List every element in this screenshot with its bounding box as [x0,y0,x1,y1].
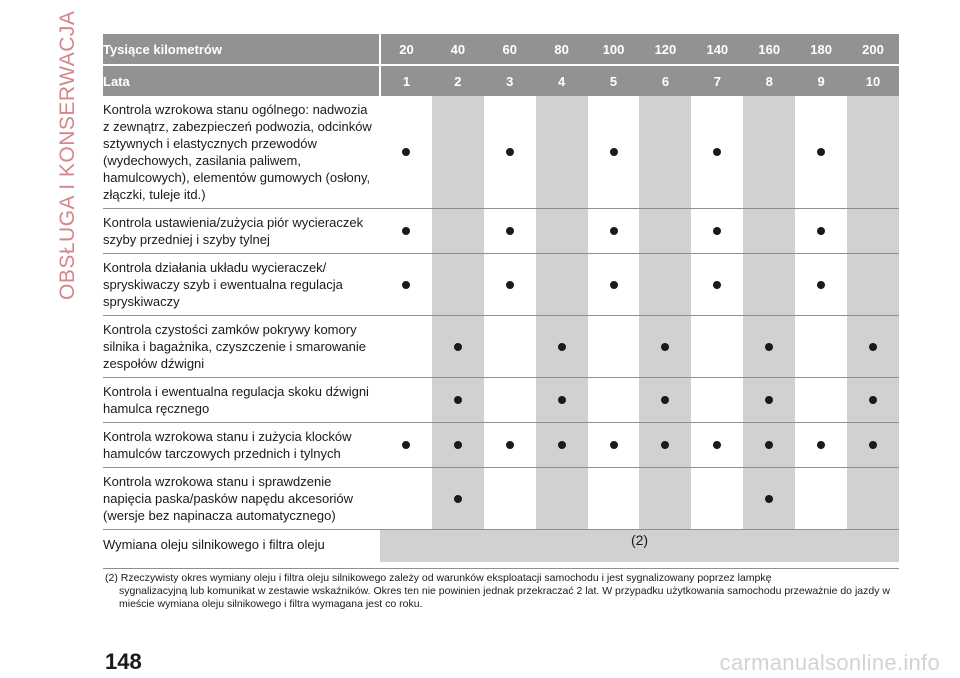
footnote-continuation: sygnalizacyjną lub komunikat w zestawie wskaźników. Okres ten nie powinien jednak przekraczać 2 lat. W przypadku użytkowania samochodu przeważnie do jazdy w mieście wymiana oleju silnikowego i filtra wymagana jest co roku. [119,585,890,610]
header-label-kilometers: Tysiące kilometrów [103,34,380,65]
check-cell [691,378,743,423]
check-dot-icon [610,281,618,289]
check-cell [588,316,640,378]
check-cell [588,209,640,254]
header-year-3: 3 [484,65,536,96]
check-cell [743,96,795,209]
header-km-20: 20 [380,34,432,65]
check-cell [795,96,847,209]
check-cell [847,316,899,378]
header-km-180: 180 [795,34,847,65]
check-dot-icon [402,148,410,156]
check-dot-icon [506,441,514,449]
check-dot-icon [402,227,410,235]
header-km-80: 80 [536,34,588,65]
row-description: Kontrola czystości zamków pokrywy komory silnika i bagażnika, czyszczenie i smarowanie zespołów dźwigni [103,316,380,378]
header-row-years [103,65,899,96]
check-cell [691,96,743,209]
table-row [103,316,899,378]
row-description: Wymiana oleju silnikowego i filtra oleju [103,537,325,552]
check-cell [847,468,899,530]
check-cell [691,468,743,530]
check-cell [795,378,847,423]
check-cell [743,209,795,254]
check-cell [380,378,432,423]
table-row [103,423,899,468]
header-year-10: 10 [847,65,899,96]
row-description: Kontrola ustawienia/zużycia piór wycieraczek szyby przedniej i szyby tylnej [103,209,380,254]
check-dot-icon [454,396,462,404]
section-title-vertical: OBSŁUGA I KONSERWACJA [56,10,79,300]
check-cell [432,423,484,468]
check-dot-icon [454,343,462,351]
check-dot-icon [610,148,618,156]
check-cell [795,254,847,316]
check-cell [847,96,899,209]
check-cell [432,316,484,378]
oil-change-note-ref: (2) [380,530,899,563]
check-cell [847,209,899,254]
header-year-4: 4 [536,65,588,96]
table-row [103,96,899,209]
table-row-oil-change [103,530,899,563]
check-cell [484,468,536,530]
check-dot-icon [765,343,773,351]
table-row [103,468,899,530]
header-km-200: 200 [847,34,899,65]
header-year-2: 2 [432,65,484,96]
check-dot-icon [661,441,669,449]
check-cell [847,254,899,316]
row-description: Kontrola działania układu wycieraczek/ spryskiwaczy szyb i ewentualna regulacja spryskiwaczy [103,254,380,316]
check-dot-icon [506,227,514,235]
check-cell [536,423,588,468]
header-km-40: 40 [432,34,484,65]
check-dot-icon [610,227,618,235]
check-cell [639,254,691,316]
check-cell [639,468,691,530]
check-cell [795,209,847,254]
check-cell [484,316,536,378]
check-cell [588,468,640,530]
check-dot-icon [558,343,566,351]
row-description: Kontrola wzrokowa stanu i sprawdzenie napięcia paska/pasków napędu akcesoriów (wersje bez napinacza automatycznego) [103,468,380,530]
check-dot-icon [506,148,514,156]
check-dot-icon [765,396,773,404]
check-dot-icon [454,441,462,449]
table-row [103,378,899,423]
check-dot-icon [869,441,877,449]
check-cell [691,254,743,316]
table-row [103,254,899,316]
check-cell [432,96,484,209]
check-dot-icon [402,441,410,449]
check-dot-icon [558,396,566,404]
check-cell [588,96,640,209]
check-cell [743,423,795,468]
header-year-6: 6 [639,65,691,96]
check-cell [639,423,691,468]
check-cell [639,96,691,209]
check-cell [639,378,691,423]
check-cell [484,378,536,423]
check-cell [432,209,484,254]
header-km-100: 100 [588,34,640,65]
header-km-140: 140 [691,34,743,65]
page-number: 148 [105,649,142,674]
check-cell [691,423,743,468]
maintenance-schedule-table [103,34,899,562]
check-cell [484,209,536,254]
check-cell [536,468,588,530]
header-year-7: 7 [691,65,743,96]
check-dot-icon [817,227,825,235]
check-cell [380,468,432,530]
check-cell [536,378,588,423]
check-cell [484,96,536,209]
header-label-years: Lata [103,65,380,96]
table-row [103,209,899,254]
check-cell [743,316,795,378]
check-dot-icon [817,441,825,449]
check-cell [380,254,432,316]
check-cell [432,378,484,423]
check-dot-icon [454,495,462,503]
check-cell [484,254,536,316]
check-dot-icon [765,495,773,503]
row-description: Kontrola wzrokowa stanu ogólnego: nadwozia z zewnątrz, zabezpieczeń podwozia, odcinków sztywnych i elastycznych przewodów (wydechowych, zasilania paliwem, hamulcowych), elementów gumowych (osłony, złączki, tuleje itd.) [103,96,380,209]
check-dot-icon [661,396,669,404]
check-cell [588,378,640,423]
check-dot-icon [558,441,566,449]
check-cell [432,468,484,530]
check-cell [380,316,432,378]
header-row-kilometers [103,34,899,65]
header-year-5: 5 [588,65,640,96]
check-cell [380,96,432,209]
check-dot-icon [402,281,410,289]
header-year-8: 8 [743,65,795,96]
check-cell [536,209,588,254]
check-cell [536,254,588,316]
check-cell [847,378,899,423]
check-cell [484,423,536,468]
check-cell [588,254,640,316]
check-cell [691,209,743,254]
check-cell [847,423,899,468]
check-dot-icon [713,441,721,449]
check-cell [795,423,847,468]
check-cell [380,209,432,254]
check-dot-icon [765,441,773,449]
check-cell [743,468,795,530]
footnote-divider [103,568,899,569]
check-cell [691,316,743,378]
header-km-60: 60 [484,34,536,65]
check-cell [536,316,588,378]
check-cell [536,96,588,209]
check-dot-icon [610,441,618,449]
check-cell [743,254,795,316]
footnote [105,572,895,611]
check-dot-icon [869,396,877,404]
watermark: carmanualsonline.info [719,650,940,675]
check-cell [795,316,847,378]
check-dot-icon [713,281,721,289]
check-dot-icon [817,281,825,289]
check-cell [432,254,484,316]
header-year-9: 9 [795,65,847,96]
check-dot-icon [713,148,721,156]
check-cell [795,468,847,530]
check-cell [639,316,691,378]
check-cell [639,209,691,254]
row-description: Kontrola wzrokowa stanu i zużycia klocków hamulców tarczowych przednich i tylnych [103,423,380,468]
footnote-line-1: (2) Rzeczywisty okres wymiany oleju i filtra oleju silnikowego zależy od warunków eksploatacji samochodu i jest sygnalizowany poprzez lampkę [105,572,772,584]
check-cell [743,378,795,423]
check-cell [380,423,432,468]
check-dot-icon [869,343,877,351]
check-dot-icon [506,281,514,289]
check-dot-icon [661,343,669,351]
header-year-1: 1 [380,65,432,96]
header-km-160: 160 [743,34,795,65]
check-cell [588,423,640,468]
row-description: Kontrola i ewentualna regulacja skoku dźwigni hamulca ręcznego [103,378,380,423]
header-km-120: 120 [639,34,691,65]
check-dot-icon [713,227,721,235]
check-dot-icon [817,148,825,156]
